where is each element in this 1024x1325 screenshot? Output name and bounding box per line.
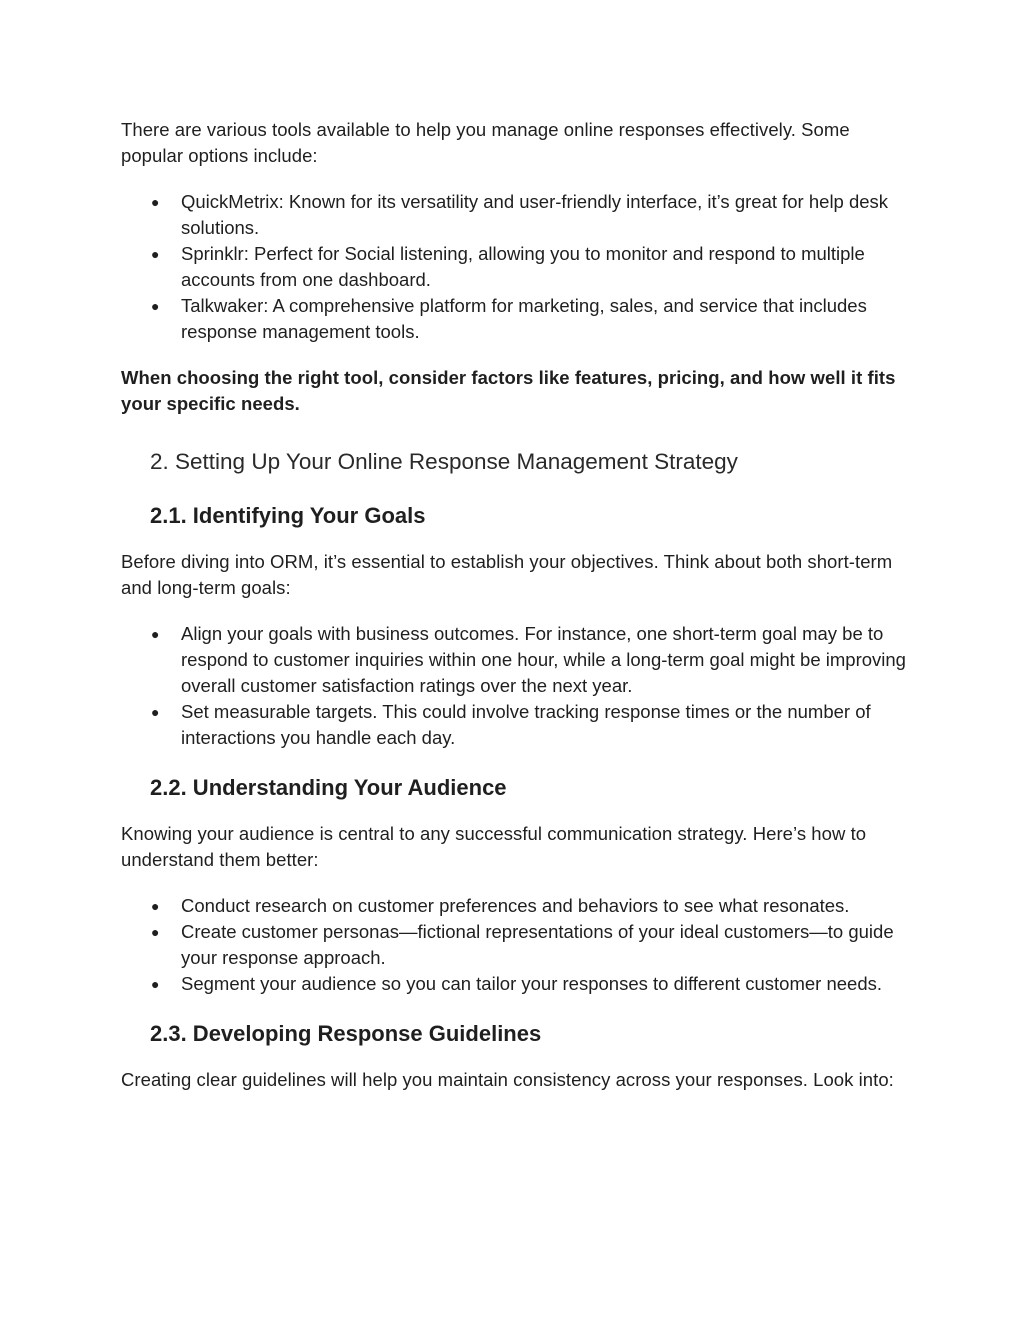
list-item [121,893,911,919]
list-item-text: QuickMetrix: Known for its versatility and user-friendly interface, it’s great for help desk solutions. [181,191,889,238]
list-item [121,241,911,293]
list-item-text: Segment your audience so you can tailor your responses to different customer needs. [181,973,883,994]
goals-intro-paragraph: Before diving into ORM, it’s essential to establish your objectives. Think about both short-term and long-term goals: [121,551,893,598]
section-heading: 2. Setting Up Your Online Response Management Strategy [150,449,738,474]
bullet-icon: ● [151,898,160,914]
tool-note-paragraph: When choosing the right tool, consider factors like features, pricing, and how well it fits your specific needs. [121,367,896,414]
guidelines-intro-paragraph: Creating clear guidelines will help you maintain consistency across your responses. Look into: [121,1069,894,1090]
subsection-heading: 2.1. Identifying Your Goals [150,503,426,528]
bullet-icon: ● [151,626,160,642]
subsection-heading: 2.2. Understanding Your Audience [150,775,507,800]
list-item-text: Set measurable targets. This could involve tracking response times or the number of interactions you handle each day. [181,701,871,748]
intro-paragraph: There are various tools available to help you manage online responses effectively. Some popular options include: [121,119,850,166]
list-item-text: Align your goals with business outcomes. For instance, one short-term goal may be to respond to customer inquiries within one hour, while a long-term goal might be improving overall customer satisfaction ratings over the next year. [181,623,906,696]
list-item [121,919,911,971]
list-item-text: Sprinklr: Perfect for Social listening, allowing you to monitor and respond to multiple accounts from one dashboard. [181,243,865,290]
list-item [121,189,911,241]
bullet-icon: ● [151,246,160,262]
list-item [121,971,911,997]
list-item-text: Talkwaker: A comprehensive platform for marketing, sales, and service that includes response management tools. [181,295,867,342]
bullet-icon: ● [151,704,160,720]
audience-list [121,893,911,997]
bullet-icon: ● [151,976,160,992]
list-item [121,699,911,751]
list-item-text: Conduct research on customer preferences and behaviors to see what resonates. [181,895,850,916]
bullet-icon: ● [151,298,160,314]
bullet-icon: ● [151,194,160,210]
audience-intro-paragraph: Knowing your audience is central to any successful communication strategy. Here’s how to understand them better: [121,823,867,870]
list-item [121,293,911,345]
list-item [121,621,911,699]
bullet-icon: ● [151,924,160,940]
list-item-text: Create customer personas—fictional representations of your ideal customers—to guide your response approach. [181,921,894,968]
document-page [121,117,911,1093]
subsection-heading: 2.3. Developing Response Guidelines [150,1021,542,1046]
tools-list [121,189,911,345]
goals-list [121,621,911,751]
